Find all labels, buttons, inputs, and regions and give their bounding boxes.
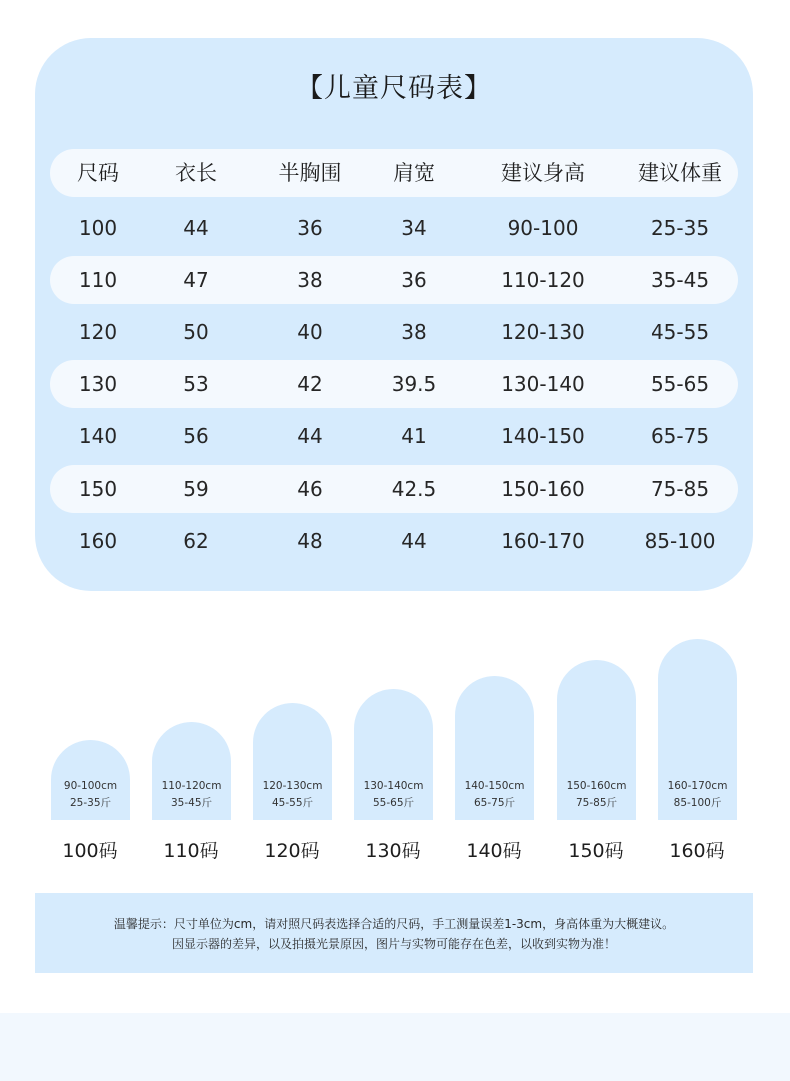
size-label: 150码 xyxy=(568,840,624,862)
cell-length: 62 xyxy=(183,529,209,553)
table-row xyxy=(50,204,738,252)
size-arch xyxy=(51,740,130,820)
size-label: 100码 xyxy=(62,840,118,862)
cell-height: 130-140 xyxy=(501,372,585,396)
size-label: 140码 xyxy=(466,840,522,862)
cell-shoulder: 39.5 xyxy=(391,372,437,396)
cell-height: 90-100 xyxy=(507,216,579,240)
notice-box xyxy=(35,893,753,973)
cell-height: 150-160 xyxy=(501,477,585,501)
header-shoulder: 肩宽 xyxy=(393,161,435,185)
cell-weight: 25-35 xyxy=(650,216,710,240)
cell-height: 120-130 xyxy=(501,320,585,344)
arch-height-range: 120-130cm xyxy=(262,780,323,792)
cell-size: 140 xyxy=(78,424,118,448)
table-row xyxy=(50,308,738,356)
cell-height: 140-150 xyxy=(501,424,585,448)
arch-height-range: 90-100cm xyxy=(63,780,118,792)
cell-height: 160-170 xyxy=(501,529,585,553)
table-row xyxy=(50,517,738,565)
arch-height-range: 130-140cm xyxy=(363,780,424,792)
cell-shoulder: 36 xyxy=(401,268,427,292)
size-arch xyxy=(557,660,636,820)
cell-length: 44 xyxy=(183,216,209,240)
size-label: 120码 xyxy=(264,840,320,862)
header-length: 衣长 xyxy=(175,161,217,185)
arch-weight-range: 85-100斤 xyxy=(673,797,722,809)
size-arch xyxy=(354,689,433,820)
cell-half-chest: 48 xyxy=(297,529,323,553)
cell-weight: 35-45 xyxy=(650,268,710,292)
notice-line-2: 因显示器的差异，以及拍摄光景原因，图片与实物可能存在色差，以收到实物为准！ xyxy=(171,937,616,951)
arch-weight-range: 55-65斤 xyxy=(372,797,414,809)
arch-weight-range: 25-35斤 xyxy=(69,797,111,809)
cell-size: 150 xyxy=(78,477,118,501)
cell-half-chest: 40 xyxy=(297,320,323,344)
cell-weight: 75-85 xyxy=(650,477,710,501)
cell-half-chest: 38 xyxy=(297,268,323,292)
size-arch xyxy=(152,722,231,820)
table-header xyxy=(50,149,738,197)
cell-half-chest: 42 xyxy=(297,372,323,396)
size-label: 110码 xyxy=(163,840,219,862)
arch-weight-range: 45-55斤 xyxy=(271,797,313,809)
cell-half-chest: 36 xyxy=(297,216,323,240)
cell-shoulder: 44 xyxy=(401,529,427,553)
cell-half-chest: 44 xyxy=(297,424,323,448)
cell-shoulder: 34 xyxy=(401,216,427,240)
header-half-chest: 半胸围 xyxy=(278,161,342,185)
table-row xyxy=(50,360,738,408)
cell-length: 47 xyxy=(183,268,209,292)
table-row xyxy=(50,465,738,513)
arch-weight-range: 35-45斤 xyxy=(170,797,212,809)
header-weight: 建议体重 xyxy=(638,161,722,185)
cell-weight: 85-100 xyxy=(644,529,716,553)
cell-size: 160 xyxy=(78,529,118,553)
arch-weight-range: 75-85斤 xyxy=(575,797,617,809)
table-row xyxy=(50,256,738,304)
cell-length: 53 xyxy=(183,372,209,396)
header-height: 建议身高 xyxy=(501,161,585,185)
cell-height: 110-120 xyxy=(501,268,585,292)
arch-height-range: 150-160cm xyxy=(566,780,627,792)
cell-shoulder: 42.5 xyxy=(391,477,437,501)
arch-height-range: 110-120cm xyxy=(161,780,222,792)
cell-weight: 55-65 xyxy=(650,372,710,396)
cell-shoulder: 38 xyxy=(401,320,427,344)
size-arch xyxy=(253,703,332,820)
cell-half-chest: 46 xyxy=(297,477,323,501)
cell-weight: 65-75 xyxy=(650,424,710,448)
cell-weight: 45-55 xyxy=(650,320,710,344)
notice-line-1: 温馨提示：尺寸单位为cm，请对照尺码表选择合适的尺码，手工测量误差1-3cm，身高体重为大概建议。 xyxy=(113,917,675,931)
cell-size: 100 xyxy=(78,216,118,240)
arch-height-range: 160-170cm xyxy=(667,780,728,792)
cell-length: 56 xyxy=(183,424,209,448)
table-row xyxy=(50,412,738,460)
cell-size: 110 xyxy=(78,268,118,292)
cell-length: 59 xyxy=(183,477,209,501)
cell-size: 120 xyxy=(78,320,118,344)
page-title: 【儿童尺码表】 xyxy=(296,73,492,104)
size-arch xyxy=(658,639,737,820)
cell-size: 130 xyxy=(78,372,118,396)
arch-weight-range: 65-75斤 xyxy=(473,797,515,809)
size-label: 130码 xyxy=(365,840,421,862)
cell-length: 50 xyxy=(183,320,209,344)
size-arch xyxy=(455,676,534,820)
bottom-band xyxy=(0,1013,790,1081)
size-label: 160码 xyxy=(669,840,725,862)
header-size: 尺码 xyxy=(77,161,119,185)
cell-shoulder: 41 xyxy=(401,424,427,448)
size-table-card xyxy=(35,38,753,591)
arch-height-range: 140-150cm xyxy=(464,780,525,792)
